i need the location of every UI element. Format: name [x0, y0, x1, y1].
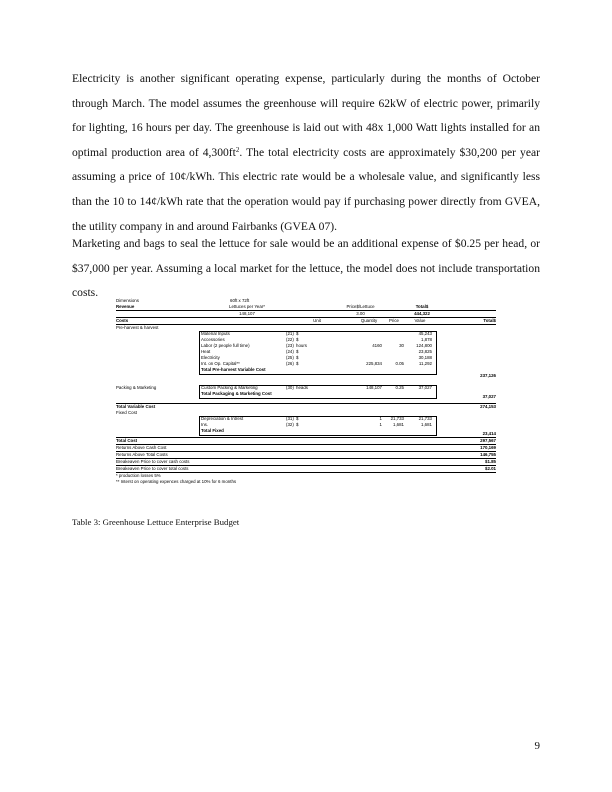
lettuces-value: 148,107	[239, 311, 255, 316]
value-col-header: Value	[414, 318, 426, 323]
returns-total-row	[116, 451, 496, 458]
price-header: Price$/Lettuce	[346, 304, 375, 309]
packing-ref: (30)	[286, 385, 294, 390]
paragraph-electricity	[72, 67, 540, 239]
packing-section	[116, 385, 496, 397]
line-item-ref: (24)	[286, 349, 294, 354]
line-item-unit: $	[296, 361, 299, 366]
line-item-ref: (22)	[286, 337, 294, 342]
line-item-name: Ins.	[201, 422, 209, 427]
line-item-unit: $	[296, 416, 299, 421]
preharvest-section	[116, 331, 496, 373]
line-item-ref: (26)	[286, 361, 294, 366]
unit-col-header: Unit	[313, 318, 321, 323]
total-cost-row	[116, 437, 496, 444]
fixed-cost-label: Fixed Cost	[116, 410, 137, 415]
paragraph-electricity-text-b: . The total electricity costs are approximately $30,200 per year assuming a price of 10¢/kWh. This electric rate would be a wholesale value, and significantly less than the 10 to 14¢/kWh rate that the operation would pay if purchasing power directly from GVEA, the utility company in and around Fairbanks (GVEA 07).	[72, 145, 540, 233]
dimensions-label: Dimensions	[116, 298, 139, 303]
line-item-name: Depreciation & Intrest	[201, 416, 244, 421]
line-item-name: Int. on Op. Capital**	[201, 361, 240, 366]
line-item-name: Electricity	[201, 355, 220, 360]
breakeven-cash-row	[116, 458, 496, 465]
packing-label: Packing & Marketing	[116, 385, 157, 390]
fixed-rows	[116, 416, 496, 428]
line-item-ref: (31)	[286, 416, 294, 421]
line-item-quantity: 1	[379, 416, 382, 421]
breakeven-total-row	[116, 465, 496, 473]
returns-cash-row	[116, 444, 496, 451]
line-item-value: 21,733	[418, 416, 432, 421]
total-preharvest-label: Total Pre-harvest Variable Cost	[201, 367, 266, 372]
line-item-value: 1,681	[421, 422, 432, 427]
line-item-unit: $	[296, 349, 299, 354]
total-packing-label: Total Packaging & Marketing Cost	[201, 391, 272, 396]
line-item-value: 45,243	[418, 331, 432, 336]
footnote-production-losses: * production losses 5%	[116, 473, 161, 478]
returns-cash-value: 170,169	[480, 445, 496, 450]
line-item-ref: (23)	[286, 343, 294, 348]
total-fixed-row	[116, 428, 496, 434]
line-item-unit: $	[296, 422, 299, 427]
total-cost-value: 297,567	[480, 438, 496, 443]
total-variable-row	[116, 403, 496, 410]
breakeven-total-label: Breakeaven Price to cover total costs	[116, 466, 189, 471]
table-caption: Table 3: Greenhouse Lettuce Enterprise Budget	[72, 517, 240, 527]
preharvest-rows	[116, 331, 496, 367]
quantity-col-header: Quantity	[360, 318, 378, 323]
line-item-unit: $	[296, 355, 299, 360]
costs-col-header: Costs	[116, 318, 129, 323]
total-variable-value: 274,153	[480, 404, 496, 409]
revenue-header-row	[116, 304, 496, 311]
line-item-name: Material Inputs	[201, 331, 230, 336]
line-item-quantity: 225,834	[366, 361, 382, 366]
total-variable-label: Total Variable Cost	[116, 404, 156, 409]
packing-price: 0.25	[395, 385, 404, 390]
packing-unit: heads	[296, 385, 308, 390]
packing-item: Custom Packing & Marketing	[201, 385, 258, 390]
footnote-2	[116, 479, 496, 485]
line-item-price: 1,681	[393, 422, 404, 427]
paragraph-marketing: Marketing and bags to seal the lettuce for sale would be an additional expense of $0.25 per head, or $37,000 per year. Assuming a local market for the lettuce, the model does not include transportation costs.	[72, 237, 540, 300]
breakeven-cash-label: Breakeaven Price to cover cash costs	[116, 459, 190, 464]
line-item-price: 21,733	[390, 416, 404, 421]
superscript-squared: 2	[235, 145, 240, 154]
total-cost-label: Total Cost	[116, 438, 138, 443]
line-item-value: 124,800	[416, 343, 432, 348]
returns-cash-label: Returns Above Cash Cost	[116, 445, 167, 450]
packing-qty: 148,107	[366, 385, 382, 390]
line-item-name: Labor (2 people full time)	[201, 343, 250, 348]
line-item-unit: $	[296, 337, 299, 342]
line-item-ref: (32)	[286, 422, 294, 427]
line-item-value: 11,292	[418, 361, 432, 366]
total-preharvest-value: 237,126	[480, 373, 496, 378]
line-item-name: Heat	[201, 349, 211, 354]
line-item-unit: hours	[296, 343, 307, 348]
line-item-ref: (21)	[286, 331, 294, 336]
total-fixed-label: Total Fixed	[201, 428, 224, 433]
line-item-value: 30,188	[418, 355, 432, 360]
enterprise-budget-table	[116, 298, 496, 485]
price-col-header: Price	[388, 318, 399, 323]
line-item-quantity: 4160	[372, 343, 382, 348]
column-header-row	[116, 318, 496, 325]
fixed-section	[116, 416, 496, 434]
total-packing-value: 37,027	[482, 394, 496, 399]
line-item-value: 23,825	[418, 349, 432, 354]
total-fixed-value: 23,414	[482, 431, 496, 436]
breakeven-total-value: $2.01	[485, 466, 496, 471]
line-item-name: Accessories	[201, 337, 225, 342]
line-item-value: 1,878	[421, 337, 432, 342]
revenue-values-row	[116, 311, 496, 318]
lettuces-header: Lettuces per Year*	[229, 304, 265, 309]
footnote-interest: ** Interst on operating expences charged at 10% for 6 months	[116, 479, 237, 484]
line-item-price: 30	[399, 343, 404, 348]
line-item-price: 0.05	[395, 361, 404, 366]
paragraph-electricity-text-a: Electricity is another significant operating expense, particularly during the months of October through March. The model assumes the greenhouse will require 62kW of electric power, primarily for lighting, 16 hours per day. The greenhouse is laid out with 48x 1,000 Watt lights installed for an optimal production area of 4,300ft	[72, 72, 540, 159]
packing-value: 37,027	[418, 385, 432, 390]
line-item-quantity: 1	[379, 422, 382, 427]
page-number: 9	[534, 740, 540, 752]
preharvest-label: Pre-harvest & harvest	[116, 325, 159, 330]
breakeven-cash-value: $1.85	[485, 459, 496, 464]
returns-total-label: Returns Above Total Costs	[116, 452, 168, 457]
total-header: Total$	[415, 304, 429, 309]
line-item-unit: $	[296, 331, 299, 336]
total-revenue-value: 444,322	[414, 311, 430, 316]
dimensions-value: 60ft x 72ft	[230, 298, 250, 303]
revenue-label: Revenue	[116, 304, 135, 309]
totals-col-header: Total$	[483, 318, 496, 323]
returns-total-value: 146,755	[480, 452, 496, 457]
line-item-ref: (25)	[286, 355, 294, 360]
price-value: 3.00	[356, 311, 365, 316]
